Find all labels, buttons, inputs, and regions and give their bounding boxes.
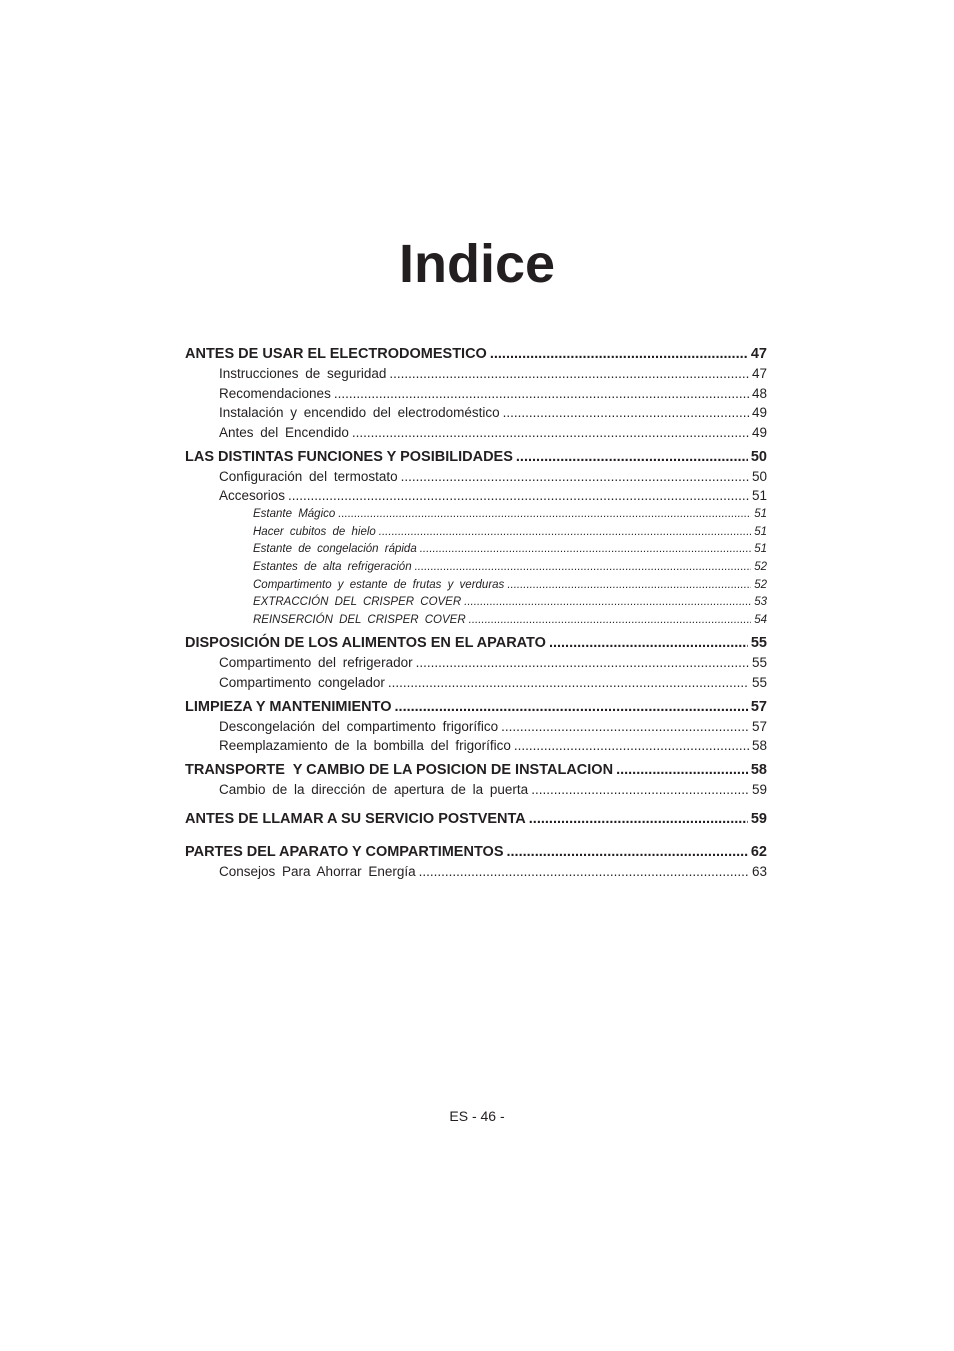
dot-leader	[507, 577, 751, 595]
toc-page-number: 49	[751, 425, 767, 441]
toc-page-number: 47	[750, 346, 767, 362]
toc-page-number: 59	[750, 810, 767, 827]
toc-item[interactable]	[185, 423, 767, 443]
dot-leader	[401, 467, 749, 487]
dot-leader	[288, 486, 749, 506]
toc-subitem[interactable]	[185, 577, 767, 595]
toc-section[interactable]	[185, 633, 767, 653]
toc-section-label: LAS DISTINTAS FUNCIONES Y POSIBILIDADES	[185, 448, 513, 465]
toc-subitem[interactable]	[185, 594, 767, 612]
toc-page-number: 50	[750, 448, 767, 465]
toc-item-label: Accesorios	[219, 488, 286, 504]
dot-leader	[389, 364, 749, 384]
toc-page-number: 62	[750, 843, 767, 860]
toc-page-number: 57	[751, 718, 767, 734]
dot-leader	[415, 559, 752, 577]
dot-leader	[338, 506, 751, 524]
toc-subitem-label: REINSERCIÓN DEL CRISPER COVER	[253, 613, 466, 626]
toc-item[interactable]	[185, 736, 767, 756]
toc-page-number: 59	[751, 782, 767, 798]
dot-leader	[379, 524, 751, 542]
toc-page-number: 50	[751, 468, 767, 484]
toc-page-number: 55	[751, 674, 767, 690]
dot-leader	[501, 717, 749, 737]
toc-item-label: Consejos Para Ahorrar Energía	[219, 863, 416, 879]
toc-subitem[interactable]	[185, 524, 767, 542]
toc-item-label: Recomendaciones	[219, 385, 331, 401]
dot-leader	[490, 344, 748, 364]
toc-subitem[interactable]	[185, 559, 767, 577]
toc-page-number: 47	[751, 366, 767, 381]
dot-leader	[395, 697, 748, 717]
toc-section[interactable]	[185, 344, 767, 364]
toc-item[interactable]	[185, 862, 767, 882]
dot-leader	[352, 423, 749, 443]
toc-section-label: PARTES DEL APARATO Y COMPARTIMENTOS	[185, 843, 504, 860]
toc-page-number: 49	[751, 405, 767, 421]
toc-item-label: Instrucciones de seguridad	[219, 366, 387, 381]
toc-item[interactable]	[185, 364, 767, 384]
toc-item-label: Instalación y encendido del electrodoméstico	[219, 405, 500, 421]
toc-page-number: 57	[750, 698, 767, 715]
dot-leader	[464, 594, 751, 612]
toc-subitem-label: Hacer cubitos de hielo	[253, 525, 376, 538]
toc-page-number: 63	[751, 863, 767, 879]
toc-section[interactable]	[185, 842, 767, 862]
toc-page-number: 58	[751, 738, 767, 754]
toc-section[interactable]	[185, 760, 767, 780]
toc-page-number: 51	[754, 508, 767, 521]
toc-page-number: 58	[750, 762, 767, 779]
toc-section-label: LIMPIEZA Y MANTENIMIENTO	[185, 698, 392, 715]
toc-page-number: 52	[754, 560, 767, 573]
toc-section-label: DISPOSICIÓN DE LOS ALIMENTOS EN EL APARATO	[185, 635, 546, 652]
dot-leader	[388, 673, 749, 693]
dot-leader	[531, 780, 749, 800]
toc-page-number: 52	[754, 578, 767, 591]
dot-leader	[616, 760, 748, 780]
toc-page-number: 55	[750, 635, 767, 652]
toc-subitem-label: Estante Mágico	[253, 508, 336, 521]
toc-item[interactable]	[185, 403, 767, 423]
toc-section[interactable]	[185, 697, 767, 717]
dot-leader	[549, 633, 748, 653]
toc-item-label: Reemplazamiento de la bombilla del frigorífico	[219, 738, 511, 754]
toc-subitem-label: Compartimento y estante de frutas y verduras	[253, 578, 505, 591]
dot-leader	[529, 809, 748, 829]
toc-page-number: 51	[754, 543, 767, 556]
toc-page-number: 51	[751, 488, 767, 504]
table-of-contents	[185, 344, 767, 881]
toc-page-number: 54	[754, 613, 767, 626]
toc-item[interactable]	[185, 717, 767, 737]
toc-section-label: ANTES DE USAR EL ELECTRODOMESTICO	[185, 346, 487, 362]
dot-leader	[514, 736, 749, 756]
toc-item-label: Antes del Encendido	[219, 425, 349, 441]
toc-item-label: Cambio de la dirección de apertura de la puerta	[219, 782, 529, 798]
page-footer: ES - 46 -	[449, 1108, 505, 1124]
dot-leader	[516, 447, 748, 467]
dot-leader	[503, 403, 749, 423]
toc-item[interactable]	[185, 653, 767, 673]
dot-leader	[469, 612, 752, 630]
dot-leader	[507, 842, 748, 862]
toc-item-label: Descongelación del compartimento frigorífico	[219, 718, 499, 734]
toc-item[interactable]	[185, 780, 767, 800]
toc-subitem[interactable]	[185, 541, 767, 559]
toc-subitem-label: Estante de congelación rápida	[253, 543, 417, 556]
toc-item[interactable]	[185, 467, 767, 487]
toc-item-label: Configuración del termostato	[219, 468, 398, 484]
toc-page-number: 48	[751, 385, 767, 401]
toc-section[interactable]	[185, 447, 767, 467]
dot-leader	[419, 862, 749, 882]
dot-leader	[416, 653, 749, 673]
page-title: Indice	[398, 234, 556, 294]
toc-section-label: ANTES DE LLAMAR A SU SERVICIO POSTVENTA	[185, 810, 526, 827]
toc-section[interactable]	[185, 809, 767, 829]
dot-leader	[420, 541, 751, 559]
toc-subitem[interactable]	[185, 612, 767, 630]
toc-subitem[interactable]	[185, 506, 767, 524]
toc-item-label: Compartimento del refrigerador	[219, 655, 413, 671]
toc-page-number: 55	[751, 655, 767, 671]
toc-item[interactable]	[185, 384, 767, 404]
toc-subitem-label: EXTRACCIÓN DEL CRISPER COVER	[253, 596, 462, 609]
toc-item[interactable]	[185, 486, 767, 506]
toc-page-number: 51	[754, 525, 767, 538]
toc-section-label: TRANSPORTE Y CAMBIO DE LA POSICION DE INSTALACION	[185, 762, 614, 779]
toc-subitem-label: Estantes de alta refrigeración	[253, 560, 412, 573]
toc-item-label: Compartimento congelador	[219, 674, 385, 690]
toc-item[interactable]	[185, 673, 767, 693]
toc-page-number: 53	[754, 596, 767, 609]
dot-leader	[334, 384, 749, 404]
